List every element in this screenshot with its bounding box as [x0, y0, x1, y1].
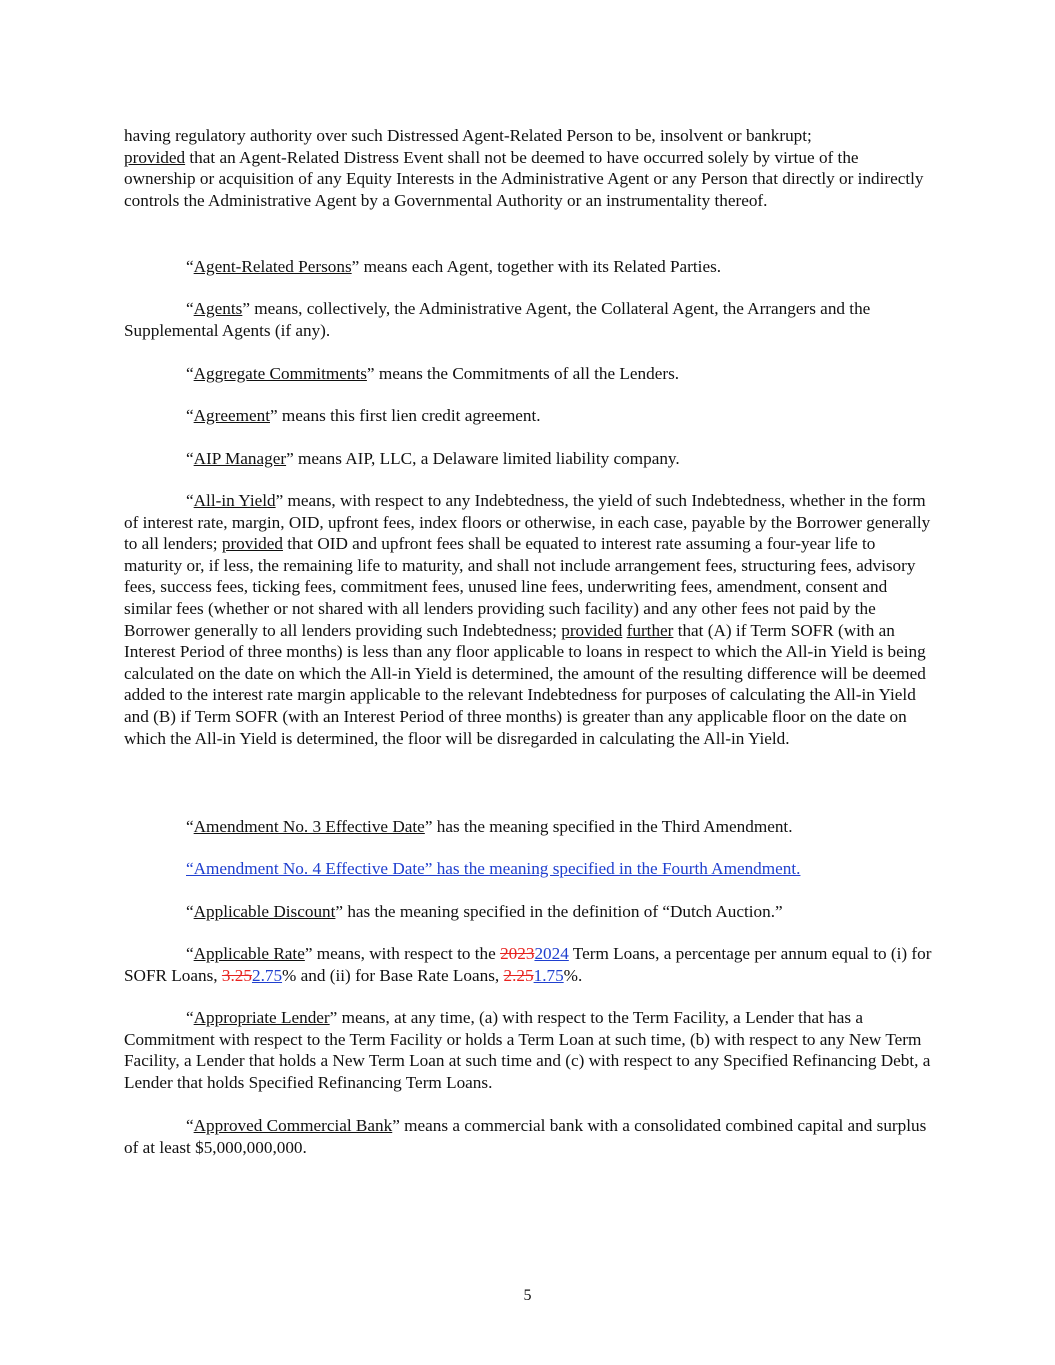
definition-agreement: “Agreement” means this first lien credit agreement.	[186, 406, 541, 425]
deleted-text: 2023	[500, 944, 535, 963]
defined-term: Approved Commercial Bank	[193, 1116, 393, 1135]
definition-agent-related-persons: “Agent-Related Persons” means each Agent, together with its Related Parties.	[186, 257, 722, 276]
inserted-text: 1.75	[533, 965, 564, 985]
defined-term: All-in Yield	[193, 491, 276, 510]
text-run: having regulatory authority over such Distressed Agent-Related Person to be, insolvent or bankrupt;	[124, 126, 812, 145]
paragraph-distress-event-continuation	[124, 125, 932, 211]
definition-agents: “Agents” means, collectively, the Administrative Agent, the Collateral Agent, the Arrangers and the Supplemental Agents (if any).	[124, 299, 871, 340]
definition-text: Term Loans, a percentage per annum equal to (i) for SOFR Loans,	[124, 944, 932, 985]
definition-text: that OID and upfront fees shall be equated to interest rate assuming a four-year life to maturity or, if less, the remaining life to maturity, and shall not include arrangement fees, structuring fees, advisory fees, success fees, ticking fees, commitment fees, unused line fees, underwriting fees, amendment, consent and similar fees (whether or not shared with all lenders providing such facility) and any other fees not paid by the Borrower generally to all lenders providing such Indebtedness;	[124, 534, 916, 640]
definition-text: that (A) if Term SOFR (with an Interest Period of three months) is less than any floor applicable to loans in respect to which the All-in Yield is being calculated on the date on which the All-in Yield is determined, the amount of the resulting difference will be deemed added to the interest rate margin applicable to the relevant Indebtedness for purposes of calculating the All-in Yield and (B) if Term SOFR (with an Interest Period of three months) is greater than any applicable floor on the date on which the All-in Yield is determined, the floor will be disregarded in calculating the All-in Yield.	[124, 620, 926, 748]
underlined-term: provided	[561, 620, 623, 640]
definition-text: %.	[563, 965, 583, 985]
text-run: that an Agent-Related Distress Event shall not be deemed to have occurred solely by virtue of the ownership or acquisition of any Equity Interests in the Administrative Agent or any Person that directly or indirectly controls the Administrative Agent by a Governmental Authority or an instrumentality thereof.	[124, 147, 924, 210]
deleted-text: 2.25	[503, 965, 534, 985]
defined-term: Appropriate Lender	[193, 1008, 330, 1027]
defined-term: Agreement	[193, 406, 270, 425]
defined-term: Aggregate Commitments	[193, 364, 367, 383]
inserted-text: 2024	[534, 944, 569, 963]
definition-text: ” has the meaning specified in the Third Amendment.	[424, 817, 793, 836]
definition-text: ” means each Agent, together with its Related Parties.	[351, 257, 722, 276]
defined-term: Amendment No. 3 Effective Date	[193, 817, 425, 836]
defined-term: AIP Manager	[193, 449, 287, 468]
definition-text: ” has the meaning specified in the definition of “Dutch Auction.”	[335, 902, 783, 921]
underlined-term: further	[626, 620, 674, 640]
definition-text: ” means AIP, LLC, a Delaware limited liability company.	[286, 449, 680, 468]
deleted-text: 3.25	[221, 965, 252, 985]
defined-term: Applicable Rate	[193, 944, 305, 963]
definition-text: ” means, at any time, (a) with respect to the Term Facility, a Lender that has a Commitment with respect to the Term Facility or holds a Term Loan at such time, (b) with respect to any New Term Facility, a Lender that holds a New Term Loan at such time and (c) with respect to any Specified Refinancing Debt, a Lender that holds Specified Refinancing Term Loans.	[124, 1008, 931, 1092]
inserted-text: 2.75	[251, 965, 283, 985]
definition-all-in-yield: “All-in Yield” means, with respect to any Indebtedness, the yield of such Indebtedness, whether in the form of interest rate, margin, OID, upfront fees, index floors or otherwise, in each case, payable by the Borrower generally to all lenders; provided that OID and upfront fees shall be equated to interest rate assuming a four-year life to maturity or, if less, the remaining life to maturity, and shall not include arrangement fees, structuring fees, advisory fees, success fees, ticking fees, commitment fees, unused line fees, underwriting fees, amendment, consent and similar fees (whether or not shared with all lenders providing such facility) and any other fees not paid by the Borrower generally to all lenders providing such Indebtedness; provided further that (A) if Term SOFR (with an Interest Period of three months) is less than any floor applicable to loans in respect to which the All-in Yield is being calculated on the date on which the All-in Yield is determined, the amount of the resulting difference will be deemed added to the interest rate margin applicable to the relevant Indebtedness for purposes of calculating the All-in Yield and (B) if Term SOFR (with an Interest Period of three months) is greater than any applicable floor on the date on which the All-in Yield is determined, the floor will be disregarded in calculating the All-in Yield.	[124, 491, 931, 748]
definition-amendment-no-4-inserted	[124, 858, 932, 880]
definition-text: % and (ii) for Base Rate Loans,	[282, 965, 504, 985]
defined-term: Applicable Discount	[193, 902, 336, 921]
definition-aggregate-commitments: “Aggregate Commitments” means the Commitments of all the Lenders.	[186, 364, 680, 383]
definition-approved-commercial-bank: “Approved Commercial Bank” means a commercial bank with a consolidated combined capital and surplus of at least $5,000,000,000.	[124, 1116, 927, 1157]
definition-text: ” means a commercial bank with a consolidated combined capital and surplus of at least $5,000,000,000.	[124, 1116, 927, 1157]
definition-appropriate-lender: “Appropriate Lender” means, at any time, (a) with respect to the Term Facility, a Lender that has a Commitment with respect to the Term Facility or holds a Term Loan at such time, (b) with respect to any New Term Facility, a Lender that holds a New Term Loan at such time and (c) with respect to any Specified Refinancing Debt, a Lender that holds Specified Refinancing Term Loans.	[124, 1008, 931, 1092]
definition-applicable-rate: “Applicable Rate” means, with respect to the 20232024 Term Loans, a percentage per annum equal to (i) for SOFR Loans, 3.252.75% and (ii) for Base Rate Loans, 2.251.75%.	[124, 944, 932, 985]
definition-text: ” means, with respect to the	[304, 944, 501, 963]
inserted-definition[interactable]: “Amendment No. 4 Effective Date” has the meaning specified in the Fourth Amendment.	[186, 859, 801, 878]
definition-text: ” means, with respect to any Indebtedness, the yield of such Indebtedness, whether in the form of interest rate, margin, OID, upfront fees, index floors or otherwise, in each case, payable by the Borrower generally to all lenders;	[124, 491, 931, 554]
defined-term: Agents	[193, 299, 243, 318]
underlined-term: provided	[124, 147, 186, 167]
underlined-term: provided	[221, 534, 283, 554]
definition-applicable-discount: “Applicable Discount” has the meaning specified in the definition of “Dutch Auction.”	[186, 902, 783, 921]
page-number: 5	[523, 1287, 532, 1304]
definition-aip-manager: “AIP Manager” means AIP, LLC, a Delaware limited liability company.	[186, 449, 680, 468]
defined-term: Agent-Related Persons	[193, 257, 352, 276]
definition-text: ” means the Commitments of all the Lenders.	[366, 364, 680, 383]
definition-text: ” means this first lien credit agreement.	[270, 406, 541, 425]
definition-amendment-no-3: “Amendment No. 3 Effective Date” has the meaning specified in the Third Amendment.	[186, 817, 793, 836]
definition-text: ” means, collectively, the Administrative Agent, the Collateral Agent, the Arrangers and the Supplemental Agents (if any).	[124, 299, 871, 340]
